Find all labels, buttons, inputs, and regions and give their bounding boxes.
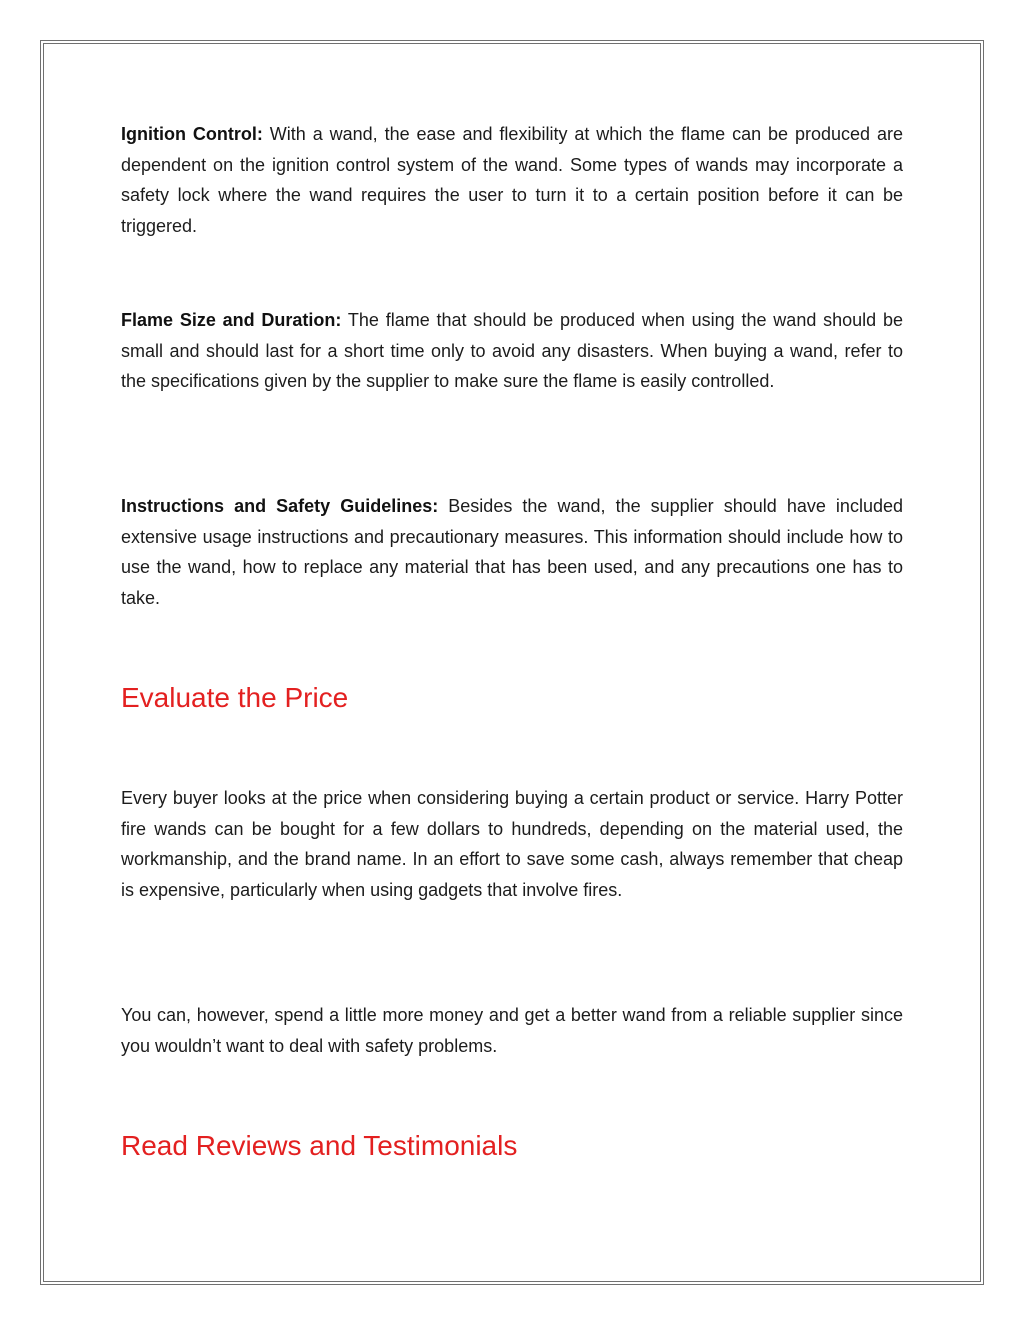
ignition-control-text: With a wand, the ease and flexibility at which the flame can be produced are dependent on the ignition control system of the wand. Some types of wands may incorporate a safety lock where the wand requires the user to turn it to a certain position before it can be triggered. <box>121 124 903 236</box>
flame-size-text: The flame that should be produced when using the wand should be small and should last for a short time only to avoid any disasters. When buying a wand, refer to the specifications given by the supplier to make sure the flame is easily controlled. <box>121 310 903 392</box>
flame-size-paragraph <box>121 305 903 397</box>
ignition-control-label: Ignition Control: <box>121 124 263 144</box>
instructions-text: Besides the wand, the supplier should have included extensive usage instructions and precautionary measures. This information should include how to use the wand, how to replace any material that has been used, and any precautions one has to take. <box>121 496 903 608</box>
flame-size-label: Flame Size and Duration: <box>121 310 342 330</box>
reviews-heading: Read Reviews and Testimonials <box>121 1130 518 1161</box>
price-paragraph-1: Every buyer looks at the price when considering buying a certain product or service. Harry Potter fire wands can be bought for a few dollars to hundreds, depending on the material used, the workmanship, and the brand name. In an effort to save some cash, always remember that cheap is expensive, particularly when using gadgets that involve fires. <box>121 788 903 900</box>
instructions-paragraph <box>121 491 903 613</box>
evaluate-price-heading: Evaluate the Price <box>121 682 349 713</box>
ignition-control-paragraph <box>121 119 903 241</box>
price-paragraph-2: You can, however, spend a little more money and get a better wand from a reliable supplier since you wouldn’t want to deal with safety problems. <box>121 1005 903 1056</box>
instructions-label: Instructions and Safety Guidelines: <box>121 496 439 516</box>
